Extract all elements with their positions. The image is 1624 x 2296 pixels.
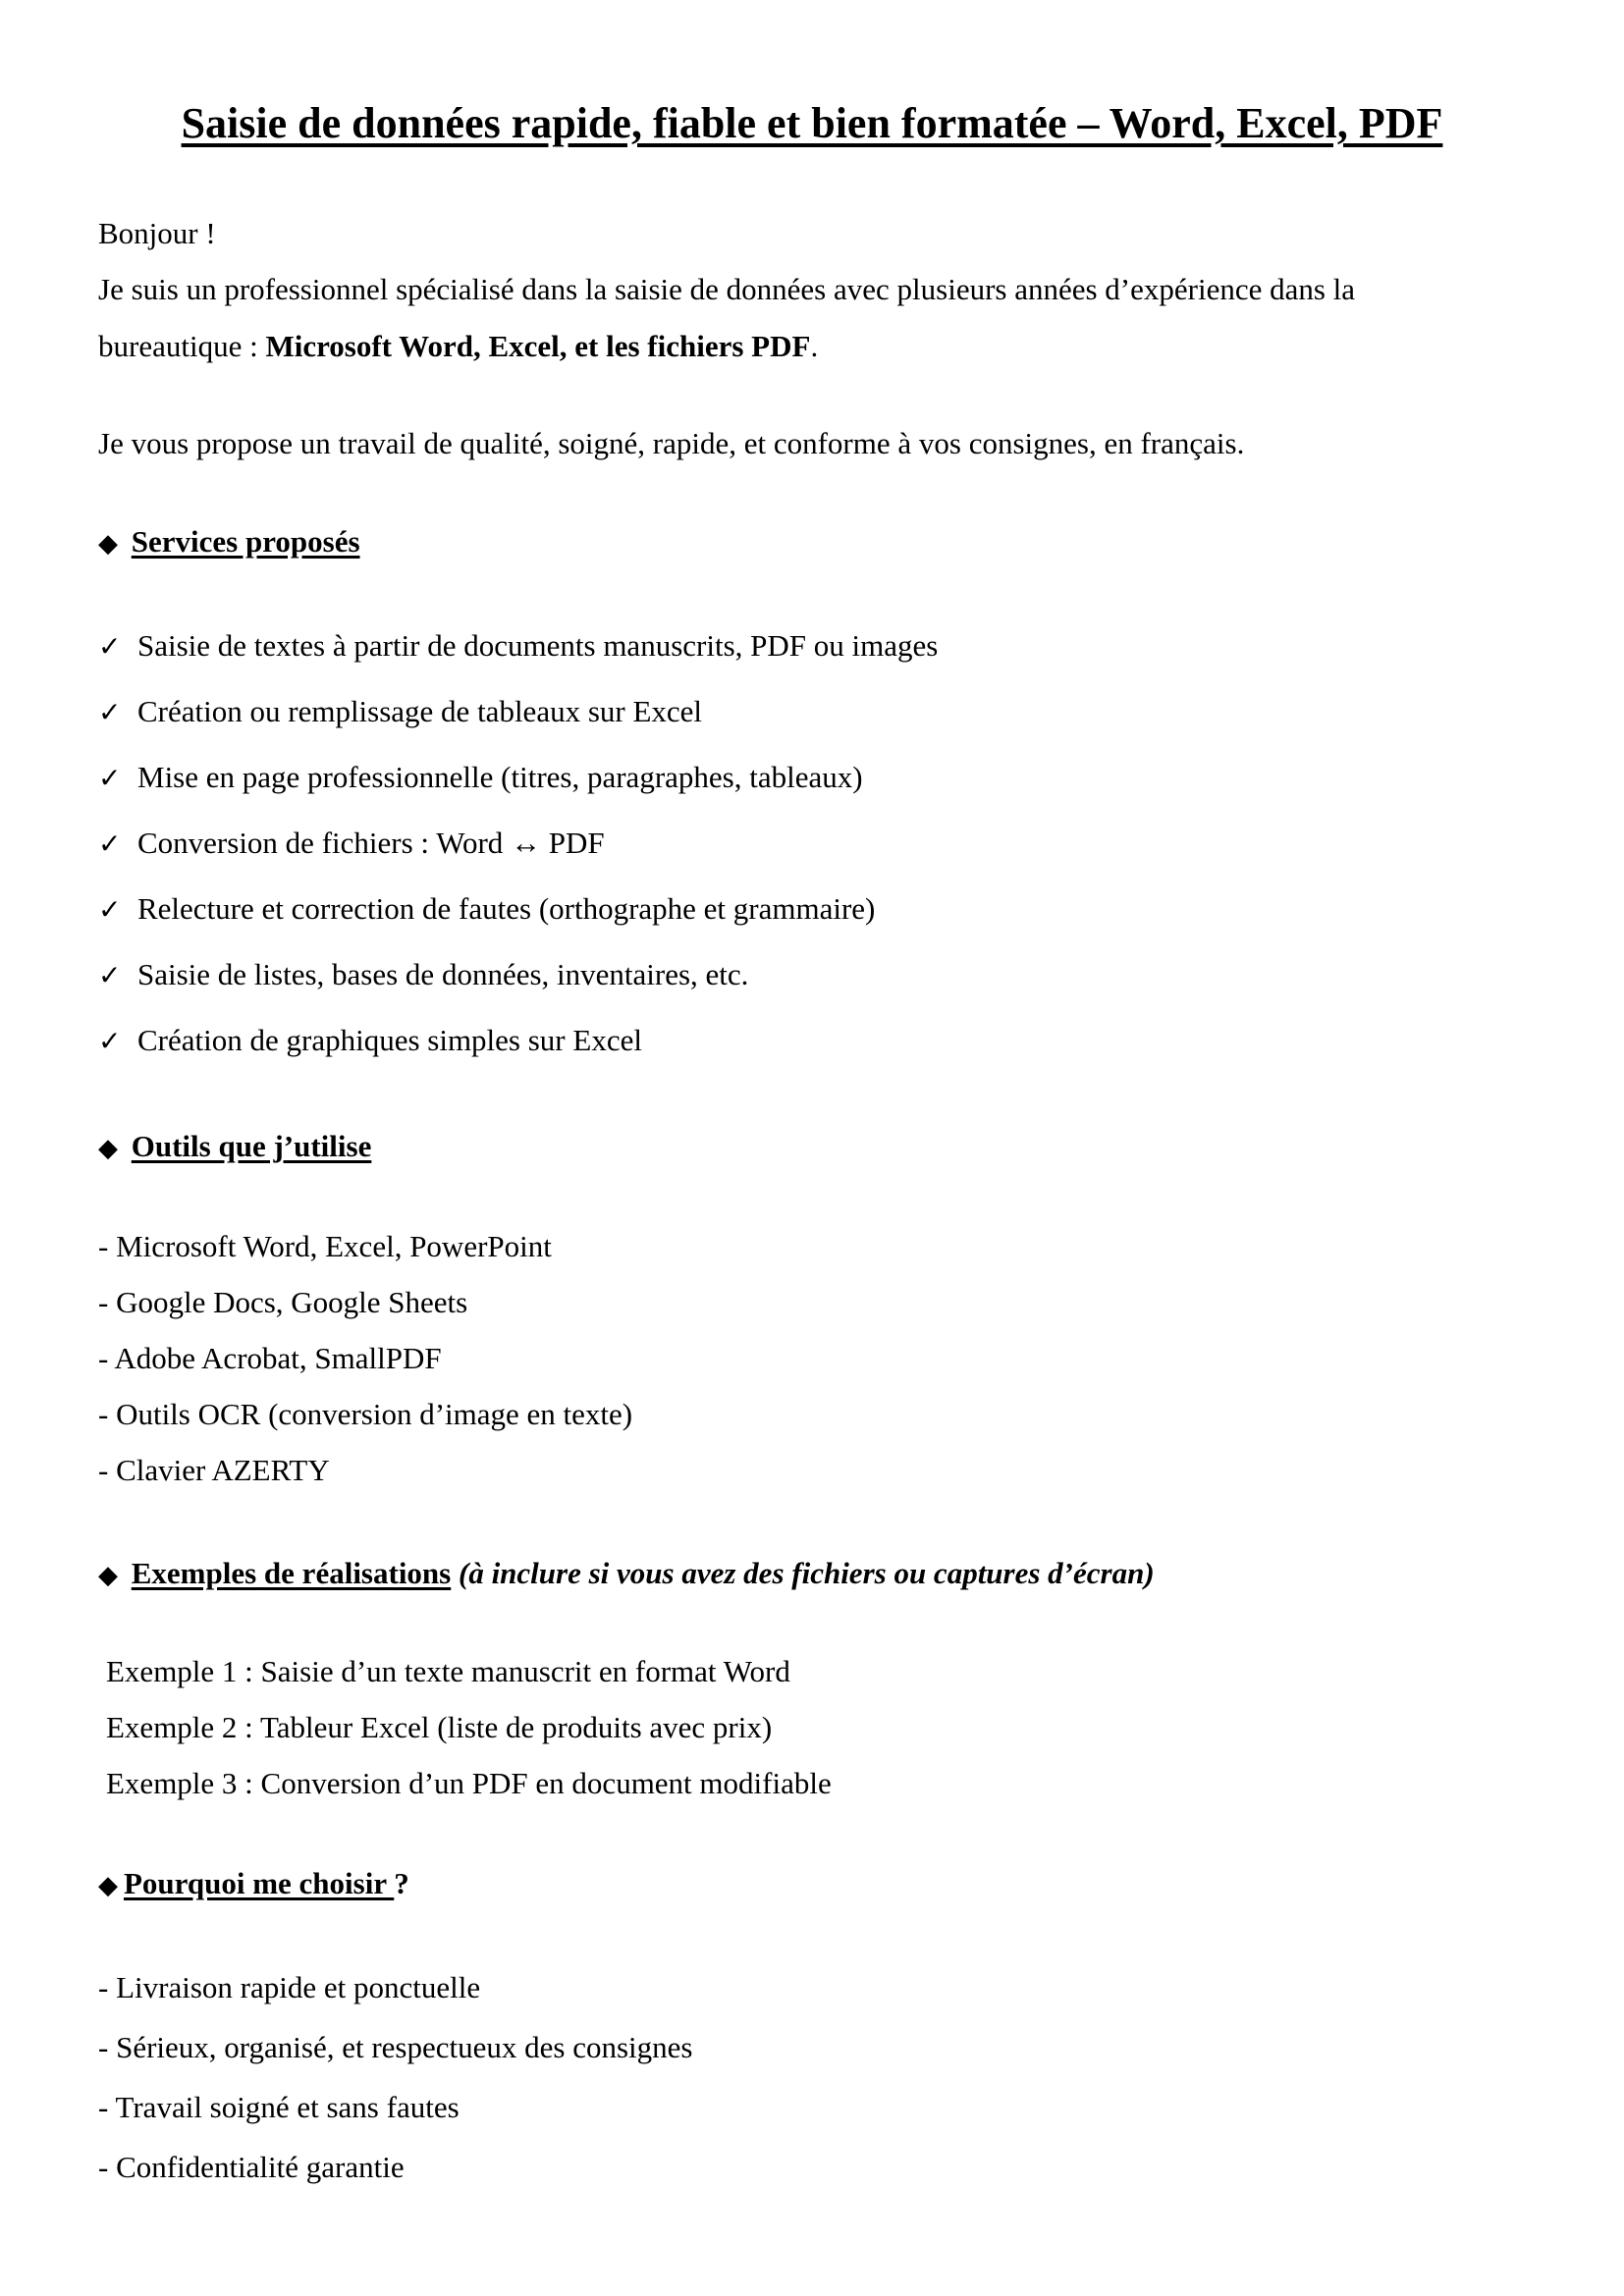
intro-software-list: Microsoft Word, Excel, et les fichiers PDF: [265, 329, 811, 363]
check-icon: ✓: [98, 893, 122, 926]
intro-line-2: [98, 327, 818, 366]
service-item-text: Relecture et correction de fautes (orthographe et grammaire): [137, 891, 876, 926]
diamond-bullet-icon: ◆: [98, 1134, 118, 1162]
service-item: [98, 955, 748, 995]
service-item-text: Saisie de textes à partir de documents manuscrits, PDF ou images: [137, 628, 939, 663]
example-item: Exemple 2 : Tableur Excel (liste de produits avec prix): [106, 1710, 773, 1744]
services-heading-text: Services proposés: [131, 524, 360, 559]
service-item-text: Mise en page professionnelle (titres, paragraphes, tableaux): [137, 760, 863, 794]
service-item: [98, 692, 702, 732]
why-item: - Livraison rapide et ponctuelle: [98, 1970, 481, 2004]
tools-heading-text: Outils que j’utilise: [131, 1129, 372, 1163]
intro-line-2-prefix: bureautique :: [98, 329, 266, 363]
service-item: [98, 1021, 642, 1061]
tool-item: - Google Docs, Google Sheets: [98, 1285, 468, 1319]
tool-item: - Microsoft Word, Excel, PowerPoint: [98, 1229, 552, 1263]
example-item: Exemple 3 : Conversion d’un PDF en document modifiable: [106, 1766, 832, 1800]
diamond-bullet-icon: ◆: [98, 529, 118, 558]
services-heading: [98, 522, 360, 563]
tool-item: - Adobe Acrobat, SmallPDF: [98, 1341, 442, 1375]
service-item-text: Création de graphiques simples sur Excel: [137, 1023, 642, 1057]
why-heading: [98, 1864, 409, 1905]
service-item: [98, 824, 605, 864]
service-item-text: Conversion de fichiers : Word ↔ PDF: [137, 826, 605, 860]
check-icon: ✓: [98, 1025, 122, 1057]
tool-item: - Outils OCR (conversion d’image en texte): [98, 1397, 633, 1431]
intro-line-2-suffix: .: [810, 329, 819, 363]
document-title: Saisie de données rapide, fiable et bien formatée – Word, Excel, PDF: [181, 99, 1443, 147]
tool-item: - Clavier AZERTY: [98, 1453, 330, 1487]
why-heading-text: Pourquoi me choisir: [124, 1866, 395, 1900]
check-icon: ✓: [98, 828, 122, 860]
examples-note: (à inclure si vous avez des fichiers ou captures d’écran): [459, 1556, 1155, 1590]
intro-offer: Je vous propose un travail de qualité, soigné, rapide, et conforme à vos consignes, en français.: [98, 426, 1245, 460]
why-item: - Confidentialité garantie: [98, 2150, 405, 2184]
service-item: [98, 626, 938, 667]
service-item: [98, 889, 875, 930]
diamond-bullet-icon: ◆: [98, 1871, 118, 1899]
why-item: - Travail soigné et sans fautes: [98, 2090, 460, 2124]
why-item: - Sérieux, organisé, et respectueux des consignes: [98, 2030, 693, 2064]
tools-heading: [98, 1127, 371, 1168]
why-heading-suffix: ?: [394, 1866, 409, 1900]
service-item-text: Saisie de listes, bases de données, inventaires, etc.: [137, 957, 749, 991]
service-item-text: Création ou remplissage de tableaux sur Excel: [137, 694, 703, 728]
example-item: Exemple 1 : Saisie d’un texte manuscrit en format Word: [106, 1654, 790, 1688]
check-icon: ✓: [98, 762, 122, 794]
service-item: [98, 758, 863, 798]
diamond-bullet-icon: ◆: [98, 1561, 118, 1589]
check-icon: ✓: [98, 959, 122, 991]
check-icon: ✓: [98, 696, 122, 728]
examples-heading-text: Exemples de réalisations: [131, 1556, 452, 1590]
check-icon: ✓: [98, 630, 122, 663]
examples-heading: [98, 1554, 1155, 1595]
intro-line-1: Je suis un professionnel spécialisé dans la saisie de données avec plusieurs années d’expérience dans la: [98, 272, 1356, 306]
greeting: Bonjour !: [98, 216, 216, 250]
